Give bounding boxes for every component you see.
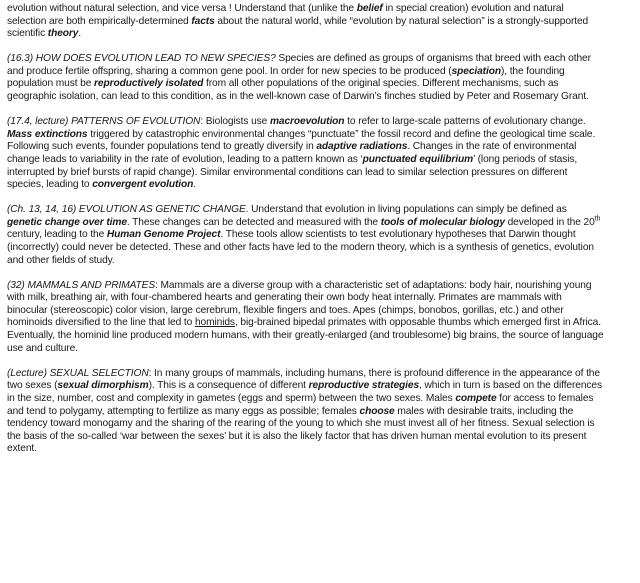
text-run: . Understand that evolution in living populations can simply be defined as xyxy=(245,204,567,216)
text-run: for access to females and tend to polygamy, attempting to fertilize as many eggs as possible; females xyxy=(7,392,594,417)
text-run: males with desirable traits, including the tendency toward monogamy and the sharing of the rearing of the young to which she must invest all of her fitness. Sexual selection is the basis of the so-called ‘war between the sexes’ but it is also the likely factor that has driven human mental evolution to its present extent. xyxy=(7,405,595,455)
text-run: evolution without natural selection, and vice versa ! Understand that (unlike the xyxy=(7,3,357,14)
text-run: century, leading to the xyxy=(7,229,107,241)
text-run: developed in the 20 xyxy=(504,216,595,228)
paragraph-sexual-selection xyxy=(7,368,604,456)
term-sexual-dimorphism: sexual dimorphism xyxy=(57,380,149,392)
term-belief: belief xyxy=(356,3,383,14)
term-macroevolution: macroevolution xyxy=(269,116,345,128)
text-run: from all other populations of the original species. Different mechanisms, such as geographic isolation, can lead to this condition, as in the well-known case of Darwin’s finches studied by Peter and Rosemary Grant. xyxy=(7,78,589,103)
term-molecular-biology: tools of molecular biology xyxy=(380,216,505,228)
text-run: ’ (long periods of stasis, interrupted by brief bursts of rapid change). Similar environmental conditions can lead to similar selection pressures on different species, leading to xyxy=(7,153,578,191)
text-run: , big-brained bipedal primates with opposable thumbs which emerged first in Africa. Eventually, the hominid line produced modern humans, with their greatly-enlarged (and troublesome) big brains, the source of language use and culture. xyxy=(7,317,604,354)
term-punctuated-equilibrium: punctuated equilibrium xyxy=(362,153,474,165)
paragraph-new-species xyxy=(7,53,604,103)
text-run: Species are defined as groups of organisms that breed with each other and produce fertile offspring, sharing a common gene pool. In order for new species to be produced ( xyxy=(7,53,591,77)
term-adaptive-radiations: adaptive radiations xyxy=(316,141,408,153)
text-run: . xyxy=(193,179,196,191)
term-choose: choose xyxy=(359,405,395,417)
term-reproductively-isolated: reproductively isolated xyxy=(94,78,204,90)
paragraph-patterns-of-evolution xyxy=(7,116,604,192)
section-heading: (32) MAMMALS AND PRIMATES xyxy=(7,279,156,291)
text-run: , which in turn is based on the differences in the size, number, cost and complexity in gametes (eggs and sperm) between the two sexes. Males xyxy=(7,380,602,404)
text-run: ), the founding population must be xyxy=(7,65,565,90)
term-speciation: speciation xyxy=(451,65,501,77)
text-run: triggered by catastrophic environmental changes “punctuate” the fossil record and define the geological time scale. Following such events, founder populations tend to greatly diversify in xyxy=(7,128,596,153)
term-convergent-evolution: convergent evolution xyxy=(92,179,194,191)
superscript: th xyxy=(594,215,601,223)
text-run: : Biologists use xyxy=(200,116,270,128)
term-hominids: hominids xyxy=(194,317,235,329)
term-mass-extinctions: Mass extinctions xyxy=(7,128,88,140)
text-run: in special creation) evolution and natural selection are both empirically-determined xyxy=(7,3,564,27)
text-run: . These tools allow scientists to test evolutionary hypotheses that Darwin thought (incorrectly) could never be detected. These and other facts have led to the modern theory, which is a synthesis of genetics, evolution and other fields of study. xyxy=(7,229,594,266)
paragraph-evolution-intro xyxy=(7,3,604,41)
text-run: ). This is a consequence of different xyxy=(148,380,309,392)
section-heading: (16.3) HOW DOES EVOLUTION LEAD TO NEW SPECIES? xyxy=(7,53,276,65)
term-theory: theory xyxy=(47,28,79,40)
paragraph-genetic-change xyxy=(7,204,604,267)
section-heading: (Lecture) SEXUAL SELECTION xyxy=(7,367,149,379)
paragraph-mammals-primates xyxy=(7,280,604,356)
term-genetic-change: genetic change over time xyxy=(7,216,127,228)
term-reproductive-strategies: reproductive strategies xyxy=(308,380,420,392)
term-facts: facts xyxy=(191,15,215,27)
term-compete: compete xyxy=(455,392,497,404)
text-run: . xyxy=(78,28,82,40)
term-human-genome-project: Human Genome Project xyxy=(106,229,221,241)
text-run: . These changes can be detected and measured with the xyxy=(126,216,381,228)
text-run: to refer to large-scale patterns of evolutionary change. xyxy=(344,116,586,128)
text-run: : In many groups of mammals, including humans, there is profound difference in the appearance of the two sexes ( xyxy=(7,367,600,392)
text-run: : Mammals are a diverse group with a characteristic set of adaptations: body hair, nourishing young with milk, breathing air, with four-chambered hearts and generating their own body heat internally. Primates are mammals with binocular (stereoscopic) color vision, large cerebrum, flexible fingers and toes. Apes (chimps, bonobos, gorillas, etc.) and other hominoids diversified to the line that led to xyxy=(7,279,592,329)
section-heading: (17.4, lecture) PATTERNS OF EVOLUTION xyxy=(7,116,201,128)
text-run: . Changes in the rate of environmental change leads to variability in the rate of evolution, leading to a pattern known as ‘ xyxy=(7,141,577,165)
text-run: about the natural world, while “evolution by natural selection” is a strongly-supported scientific xyxy=(7,15,589,40)
section-heading: (Ch. 13, 14, 16) EVOLUTION AS GENETIC CHANGE xyxy=(7,204,246,216)
